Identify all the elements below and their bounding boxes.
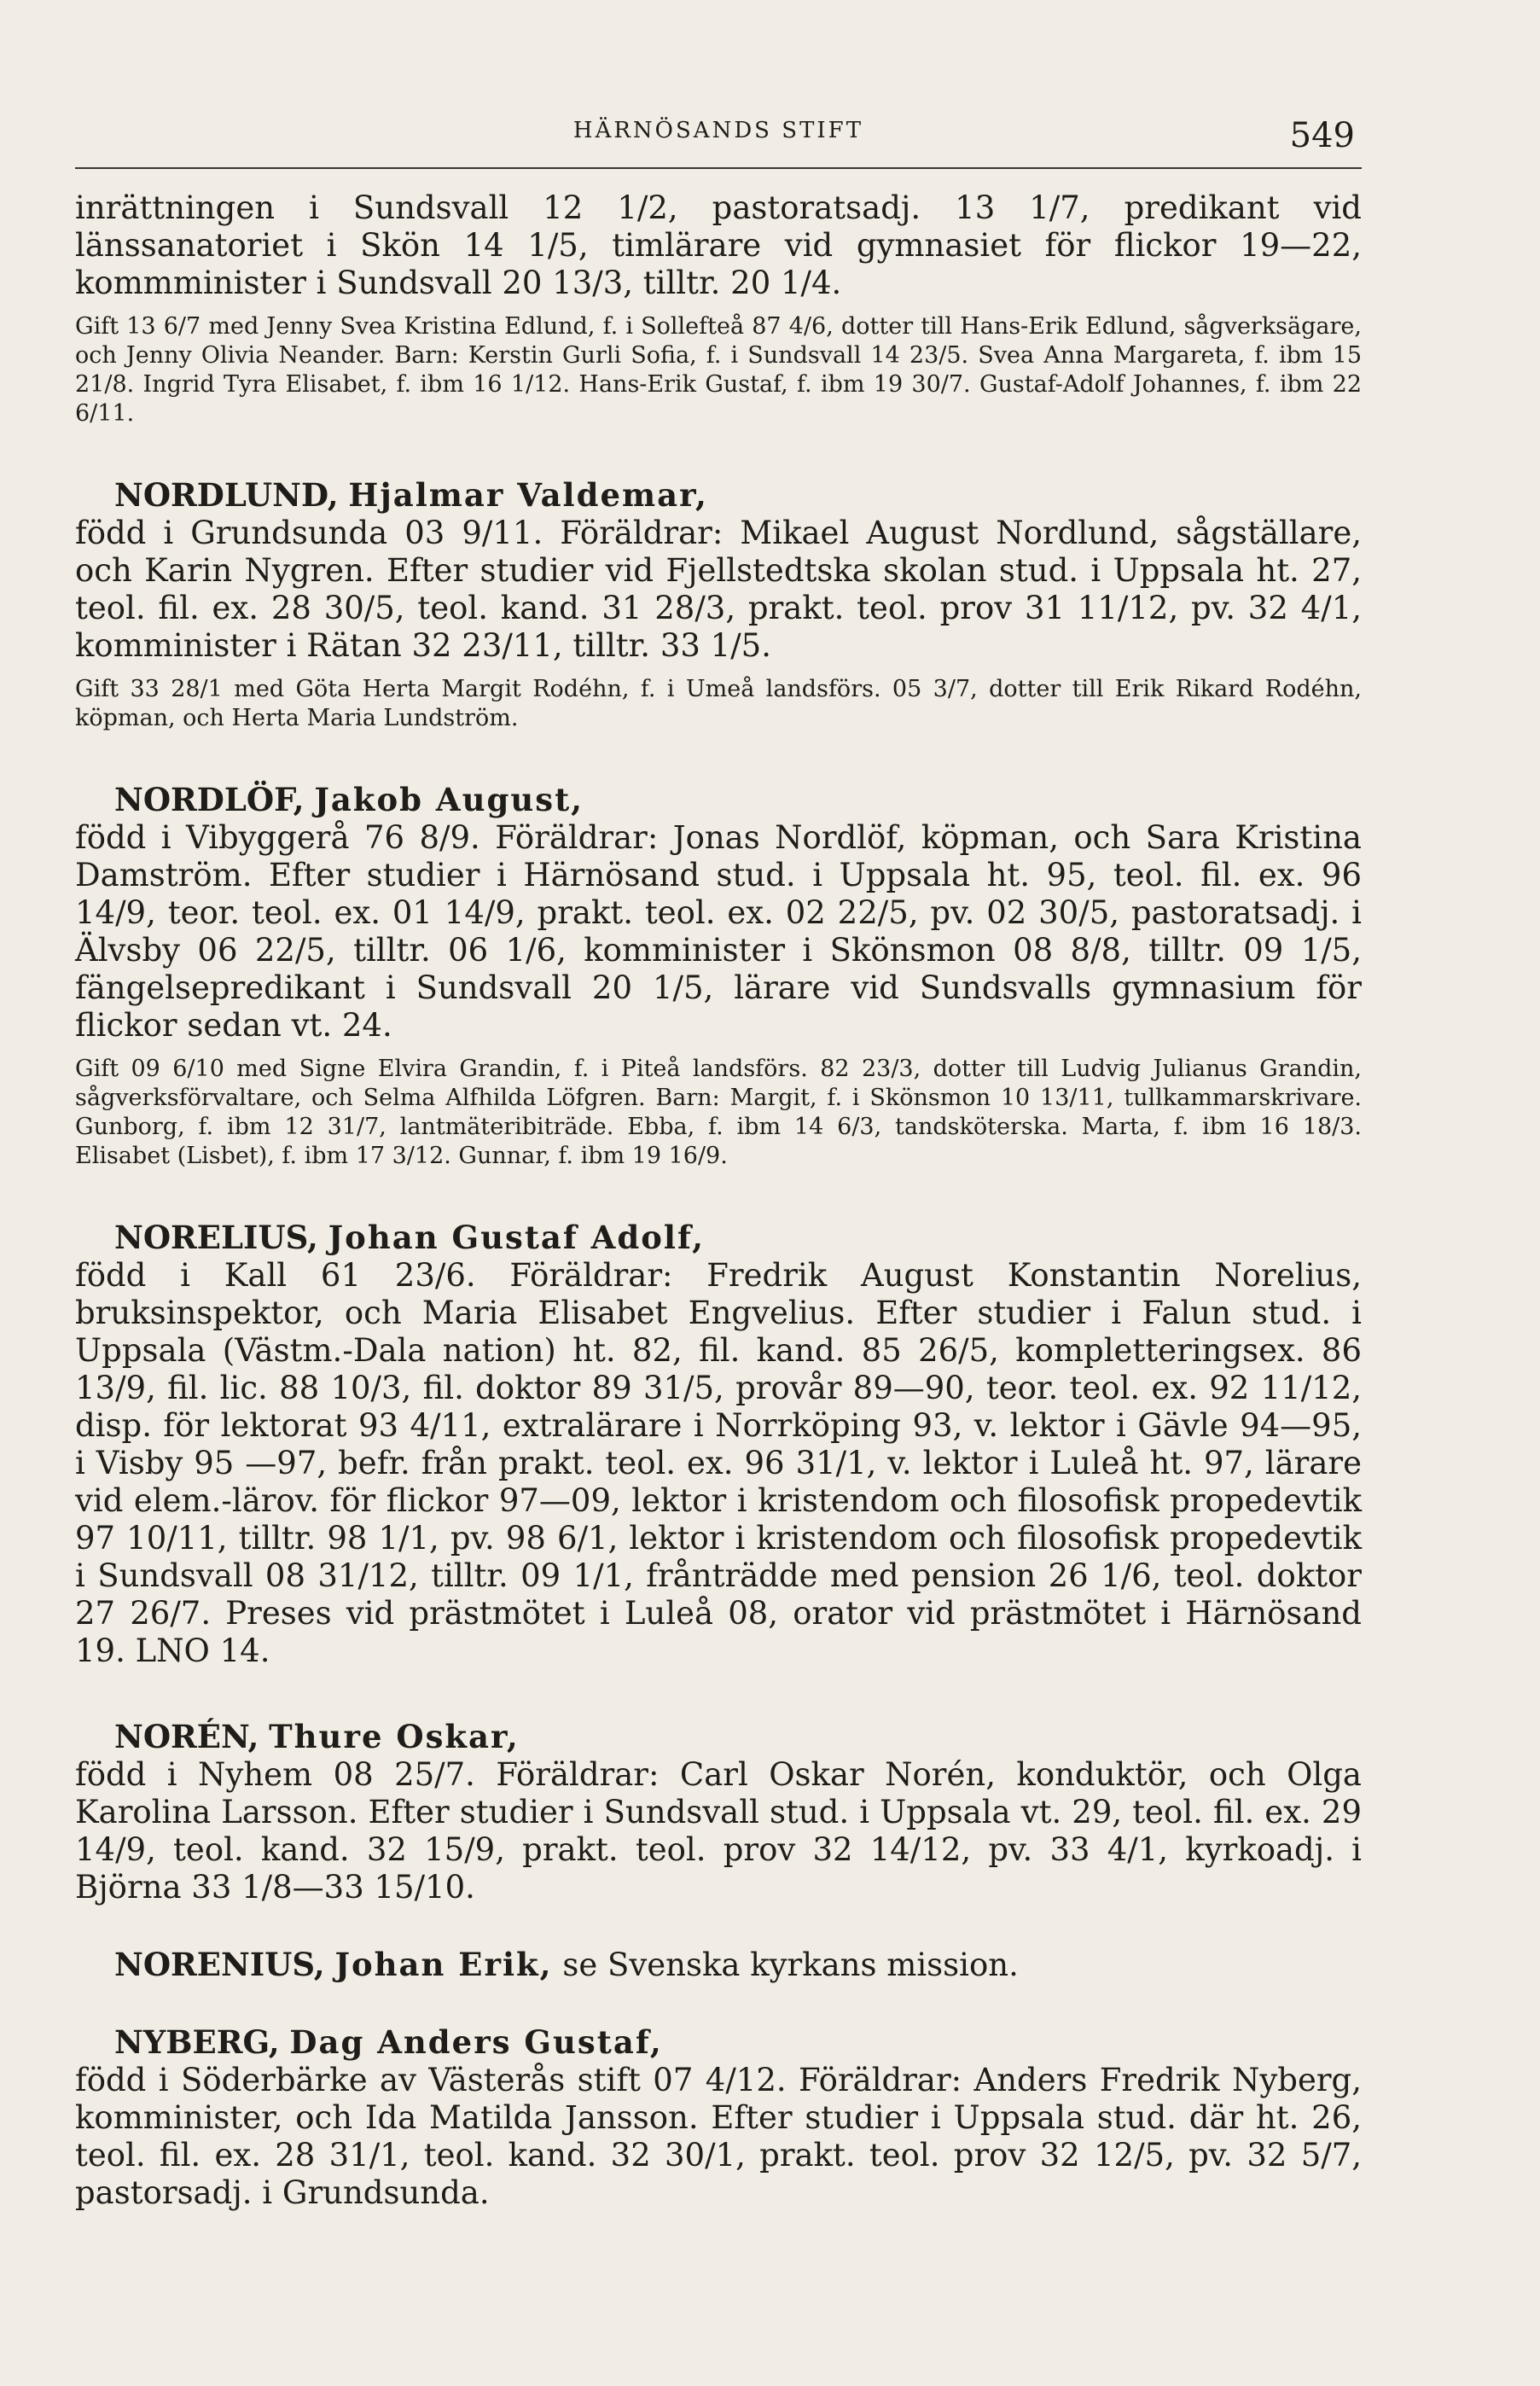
entry-given-names: Johan Gustaf Adolf, [328,1219,705,1256]
entry-surname: NORELIUS, [114,1219,318,1256]
entry-noren [75,1718,1362,1906]
entry-nordlof [75,781,1362,1171]
entry-surname: NYBERG, [114,2023,280,2061]
entry-text: född i Kall 61 23/6. Föräldrar: Fredrik August Konstantin Norelius, bruksinspektor, och Maria Elisabet Engvelius. Efter studier i Falun stud. i Uppsala (Västm.-Dala nation) ht. 82, fil. kand. 85 26/5, kompletteringsex. 86 13/9, fil. lic. 88 10/3, fil. doktor 89 31/5, provår 89—90, teor. teol. ex. 92 11/12, disp. för lektorat 93 4/11, extralärare i Norrköping 93, v. lektor i Gävle 94—95, i Visby 95 —97, befr. från prakt. teol. ex. 96 31/1, v. lektor i Luleå ht. 97, lärare vid elem.-lärov. för flickor 97—09, lektor i kristendom och filosofisk propedevtik 97 10/11, tilltr. 98 1/1, pv. 98 6/1, lektor i kristendom och filosofisk propedevtik i Sundsvall 08 31/12, tilltr. 09 1/1, frånträdde med pension 26 1/6, teol. doktor 27 26/7. Preses vid prästmötet i Luleå 08, orator vid prästmötet i Härnösand 19. LNO 14. [75,1257,1362,1669]
entry-surname: NORDLÖF, [114,781,305,818]
page-content [75,189,1362,2212]
page-number: 549 [1289,116,1355,155]
entry-given-names: Dag Anders Gustaf, [289,2023,663,2061]
entry-given-names: Johan Erik, [334,1946,553,1983]
family-text: Gift 13 6/7 med Jenny Svea Kristina Edlund, f. i Sollefteå 87 4/6, dotter till Hans-Erik Edlund, sågverksägare, och Jenny Olivia Neander. Barn: Kerstin Gurli Sofia, f. i Sundsvall 14 23/5. Svea Anna Margareta, f. ibm 15 21/8. Ingrid Tyra Elisabet, f. ibm 16 1/12. Hans-Erik Gustaf, f. ibm 19 30/7. Gustaf-Adolf Johannes, f. ibm 22 6/11. [75,313,1362,427]
entry-norenius [75,1946,1362,1984]
entry-text: se Svenska kyrkans mission. [562,1947,1019,1983]
entry-surname: NORDLUND, [114,476,339,514]
entry-given-names: Thure Oskar, [269,1718,520,1755]
entry-nyberg [75,2023,1362,2212]
page-header [75,111,1362,169]
family-text: Gift 33 28/1 med Göta Herta Margit Rodéhn, f. i Umeå landsförs. 05 3/7, dotter till Erik Rikard Rodéhn, köpman, och Herta Maria Lundström. [75,676,1362,731]
entry-surname: NORÉN, [114,1718,259,1755]
entry-given-names: Hjalmar Valdemar, [348,476,708,514]
entry-text: född i Nyhem 08 25/7. Föräldrar: Carl Oskar Norén, konduktör, och Olga Karolina Larsson. Efter studier i Sundsvall stud. i Uppsala vt. 29, teol. fil. ex. 29 14/9, teol. kand. 32 15/9, prakt. teol. prov 32 14/12, pv. 33 4/1, kyrkoadj. i Björna 33 1/8—33 15/10. [75,1756,1362,1906]
entry-text: född i Söderbärke av Västerås stift 07 4/12. Föräldrar: Anders Fredrik Nyberg, komminister, och Ida Matilda Jansson. Efter studier i Uppsala stud. där ht. 26, teol. fil. ex. 28 31/1, teol. kand. 32 30/1, prakt. teol. prov 32 12/5, pv. 32 5/7, pastorsadj. i Grundsunda. [75,2062,1362,2211]
entry-text: född i Vibyggerå 76 8/9. Föräldrar: Jonas Nordlöf, köpman, och Sara Kristina Damström. Efter studier i Härnösand stud. i Uppsala ht. 95, teol. fil. ex. 96 14/9, teor. teol. ex. 01 14/9, prakt. teol. ex. 02 22/5, pv. 02 30/5, pastoratsadj. i Älvsby 06 22/5, tilltr. 06 1/6, komminister i Skönsmon 08 8/8, tilltr. 09 1/5, fängelsepredikant i Sundsvall 20 1/5, lärare vid Sundsvalls gymnasium för flickor sedan vt. 24. [75,819,1362,1044]
entry-surname: NORENIUS, [114,1946,325,1983]
running-title: HÄRNÖSANDS STIFT [572,118,864,143]
entry-norelius [75,1219,1362,1670]
family-text: Gift 09 6/10 med Signe Elvira Grandin, f. i Piteå landsförs. 82 23/3, dotter till Ludvig Julianus Grandin, sågverksförvaltare, och Selma Alfhilda Löfgren. Barn: Margit, f. i Skönsmon 10 13/11, tullkammarskrivare. Gunborg, f. ibm 12 31/7, lantmäteribiträde. Ebba, f. ibm 14 6/3, tandsköterska. Marta, f. ibm 16 18/3. Elisabet (Lisbet), f. ibm 17 3/12. Gunnar, f. ibm 19 16/9. [75,1056,1362,1169]
entry-given-names: Jakob August, [314,781,584,818]
entry-text: inrättningen i Sundsvall 12 1/2, pastoratsadj. 13 1/7, predikant vid länssanatoriet i Skön 14 1/5, timlärare vid gymnasiet för flickor 19—22, kommminister i Sundsvall 20 13/3, tilltr. 20 1/4. [75,189,1362,301]
entry-nordlund [75,476,1362,733]
entry-text: född i Grundsunda 03 9/11. Föräldrar: Mikael August Nordlund, sågställare, och Karin Nygren. Efter studier vid Fjellstedtska skolan stud. i Uppsala ht. 27, teol. fil. ex. 28 30/5, teol. kand. 31 28/3, prakt. teol. prov 31 11/12, pv. 32 4/1, komminister i Rätan 32 23/11, tilltr. 33 1/5. [75,515,1362,664]
continued-entry [75,189,1362,428]
